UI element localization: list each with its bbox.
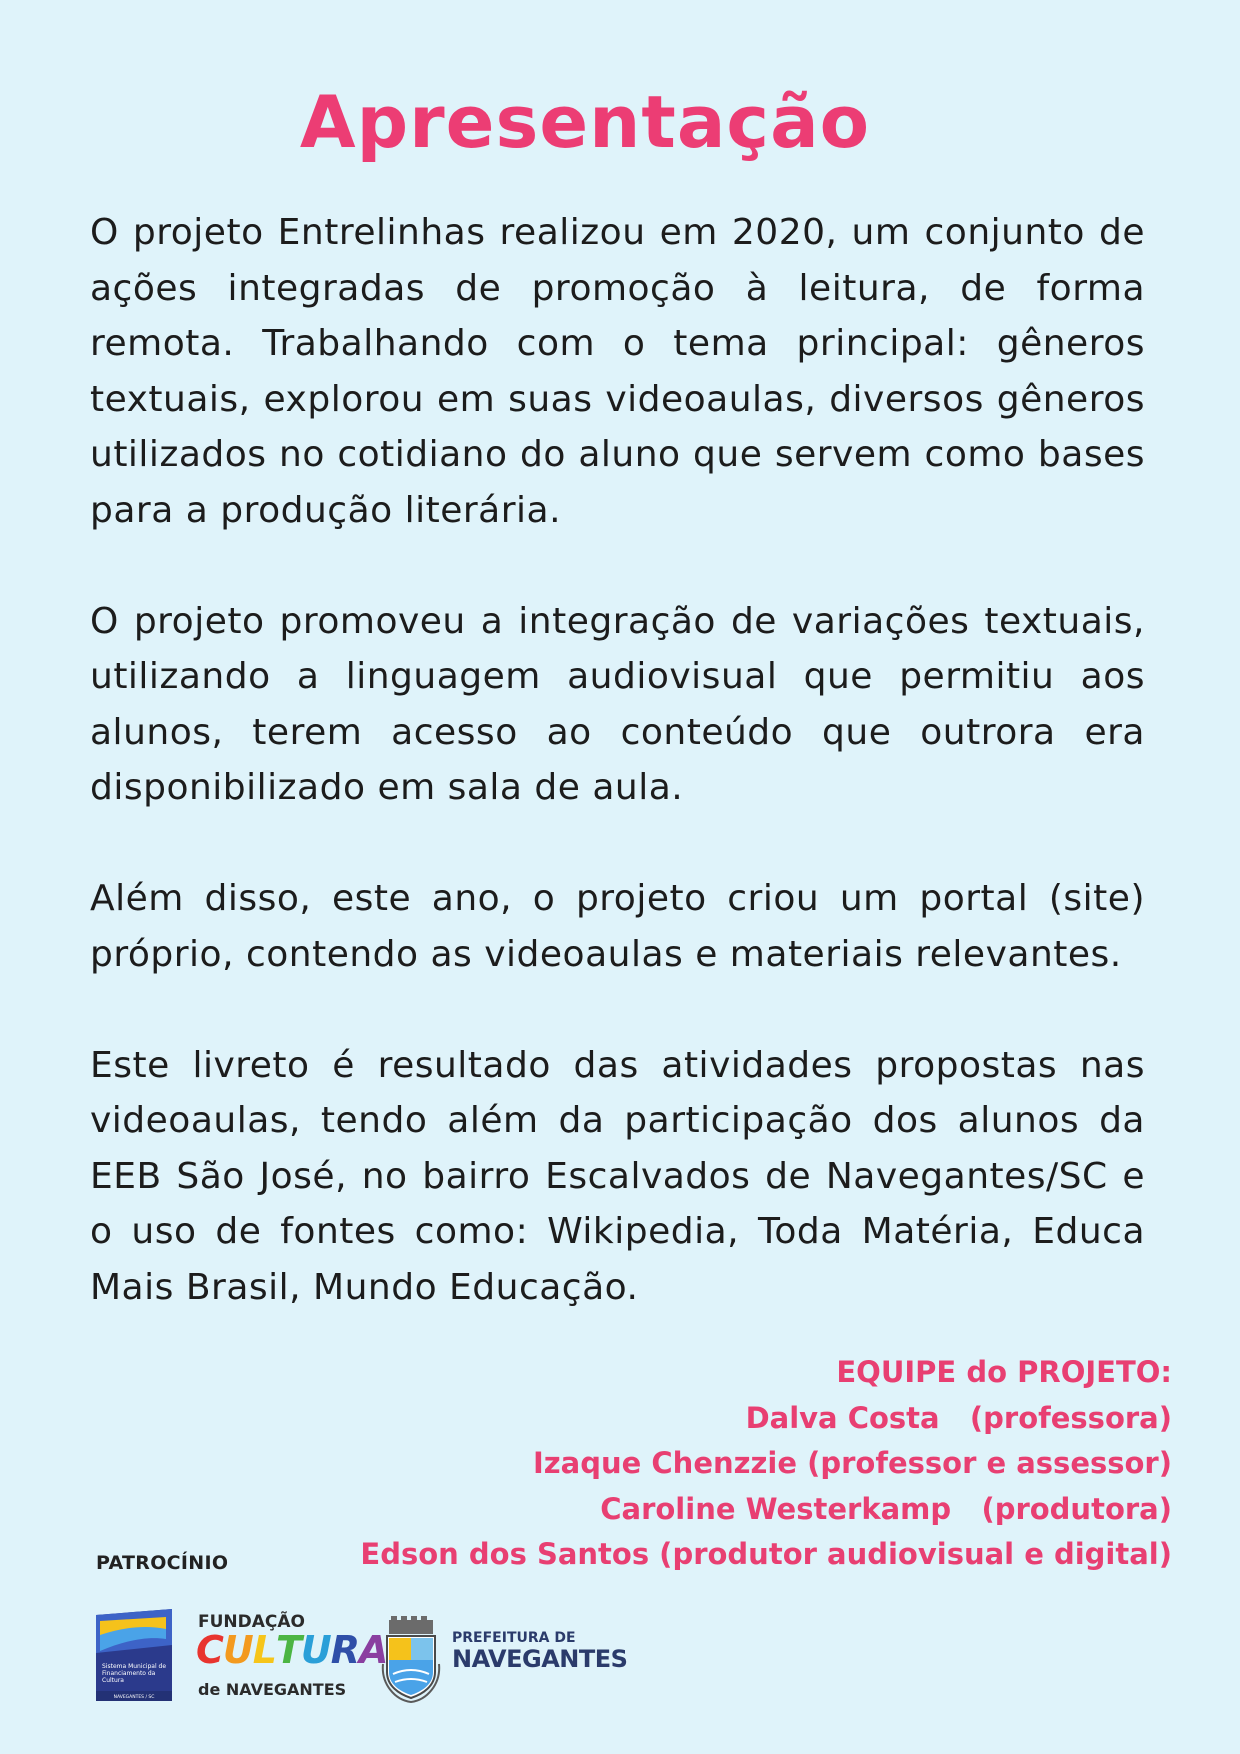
body-text (90, 205, 1145, 1315)
team-member: Izaque Chenzzie (professor e assessor) (532, 1446, 1172, 1480)
paragraph: Este livreto é resultado das atividades propostas nas videoaulas, tendo além da participação dos alunos da EEB São José, no bairro Escalvados de Navegantes/SC e o uso de fontes como: Wikipedia, Toda Matéria, Educa Mais Brasil, Mundo Educação. (90, 1044, 1145, 1308)
cultural-wordmark (196, 1628, 411, 1672)
team-heading: EQUIPE do PROJETO: (836, 1355, 1172, 1389)
cultural-letter: R (330, 1628, 360, 1672)
smfc-text: Sistema Municipal de Financiamento da Cultura (102, 1663, 167, 1684)
cultural-letter: L (252, 1628, 276, 1672)
paragraph: O projeto promoveu a integração de variações textuais, utilizando a linguagem audiovisual que permitiu aos alunos, terem acesso ao conteúdo que outrora era disponibilizado em sala de aula. (90, 600, 1145, 808)
team-member: Caroline Westerkamp (produtora) (600, 1491, 1172, 1526)
navegantes-crest-icon (381, 1614, 441, 1704)
sponsor-label: PATROCÍNIO (96, 1552, 229, 1574)
prefeitura-logo (452, 1630, 652, 1672)
sponsor-logos (94, 1600, 654, 1710)
cultural-letter: A (359, 1628, 388, 1672)
paragraph: Além disso, este ano, o projeto criou um portal (site) próprio, contendo as videoaulas e materiais relevantes. (90, 878, 1145, 975)
cultural-letter: T (275, 1628, 301, 1672)
team-credits (360, 1350, 1172, 1578)
smfc-subtext: NAVEGANTES / SC (113, 1695, 155, 1700)
cultural-letter: U (222, 1628, 253, 1672)
page-title: Apresentação (299, 80, 871, 164)
fundacao-sub-label: de NAVEGANTES (198, 1680, 347, 1699)
team-member: Dalva Costa (professora) (745, 1400, 1172, 1435)
smfc-logo (94, 1605, 174, 1705)
prefeitura-name: NAVEGANTES (452, 1645, 628, 1673)
prefeitura-label: PREFEITURA DE (452, 1630, 576, 1646)
cultural-letter: C (196, 1628, 223, 1672)
team-member: Edson dos Santos (produtor audiovisual e digital) (360, 1537, 1172, 1571)
fundacao-cultural-logo (196, 1612, 388, 1702)
paragraph: O projeto Entrelinhas realizou em 2020, um conjunto de ações integradas de promoção à leitura, de forma remota. Trabalhando com o tema principal: gêneros textuais, explorou em suas videoaulas, diversos gêneros utilizados no cotidiano do aluno que servem como bases para a produção literária. (90, 212, 1145, 531)
fundacao-label: FUNDAÇÃO (198, 1612, 305, 1632)
cultural-letter: U (300, 1628, 331, 1672)
